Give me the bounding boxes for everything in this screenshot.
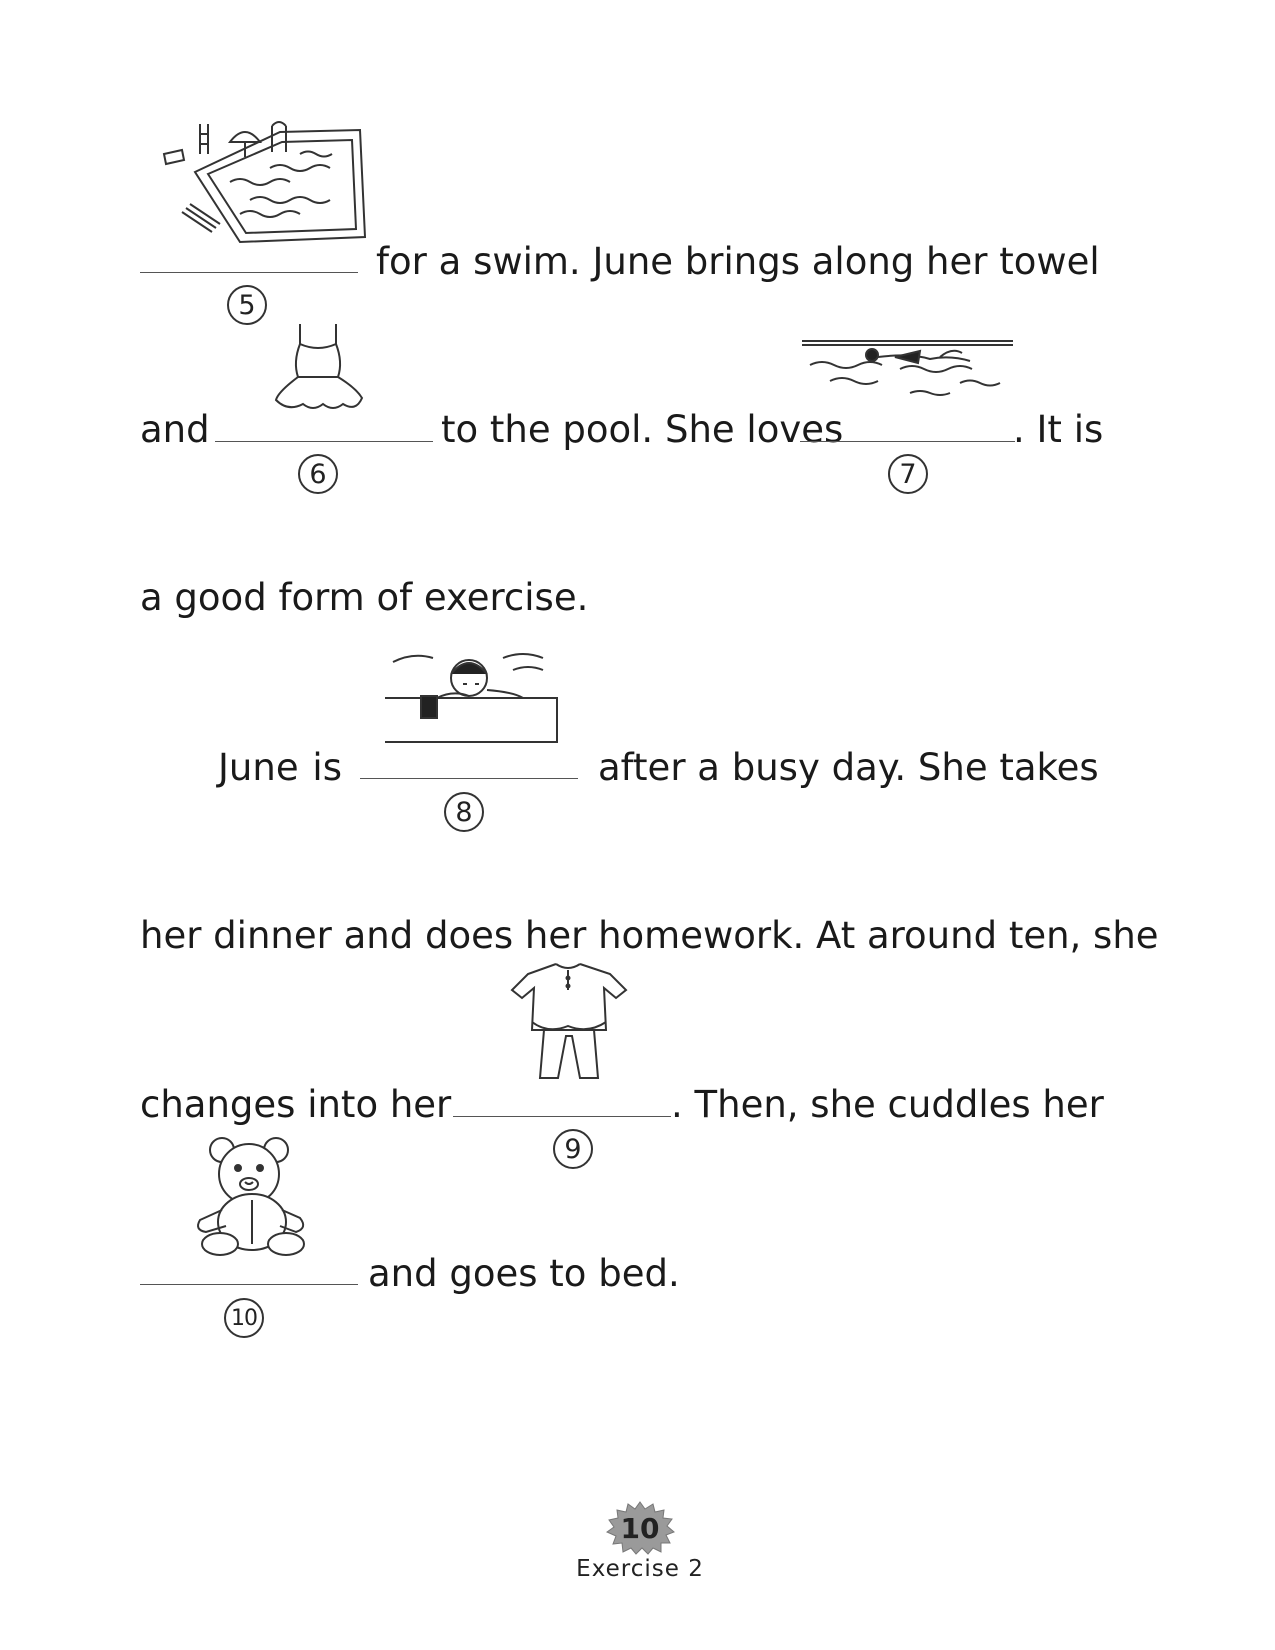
blank-number-9: 9: [553, 1129, 593, 1169]
page-number: 10: [620, 1511, 660, 1545]
answer-blank-8[interactable]: [360, 778, 578, 779]
passage-line-2-mid: to the pool. She loves: [441, 408, 844, 451]
tired-girl-icon: [383, 640, 563, 748]
passage-line-6-end: . Then, she cuddles her: [671, 1083, 1104, 1126]
passage-line-4-end: after a busy day. She takes: [598, 746, 1099, 789]
swimsuit-icon: [268, 322, 368, 412]
page-number-badge: [606, 1502, 674, 1554]
exercise-label: Exercise 2: [576, 1556, 704, 1582]
swimming-pool-icon: [160, 112, 370, 247]
swimmer-icon: [800, 335, 1015, 405]
passage-line-5: her dinner and does her homework. At around ten, she: [140, 914, 1159, 957]
passage-line-7: and goes to bed.: [368, 1252, 680, 1295]
blank-number-7: 7: [888, 454, 928, 494]
answer-blank-5[interactable]: [140, 272, 358, 273]
passage-line-2-end: . It is: [1013, 408, 1104, 451]
answer-blank-7[interactable]: [800, 441, 1015, 442]
pyjamas-icon: [508, 960, 630, 1082]
answer-blank-10[interactable]: [140, 1284, 358, 1285]
blank-number-5: 5: [227, 285, 267, 325]
answer-blank-6[interactable]: [215, 441, 433, 442]
passage-line-6-start: changes into her: [140, 1083, 452, 1126]
passage-line-2-start: and: [140, 408, 210, 451]
blank-number-8: 8: [444, 792, 484, 832]
passage-line-4-start: June is: [218, 746, 342, 789]
teddy-bear-icon: [192, 1134, 314, 1258]
blank-number-10: 10: [224, 1298, 264, 1338]
blank-number-6: 6: [298, 454, 338, 494]
passage-line-3: a good form of exercise.: [140, 576, 589, 619]
passage-line-1: for a swim. June brings along her towel: [376, 240, 1100, 283]
answer-blank-9[interactable]: [453, 1116, 671, 1117]
